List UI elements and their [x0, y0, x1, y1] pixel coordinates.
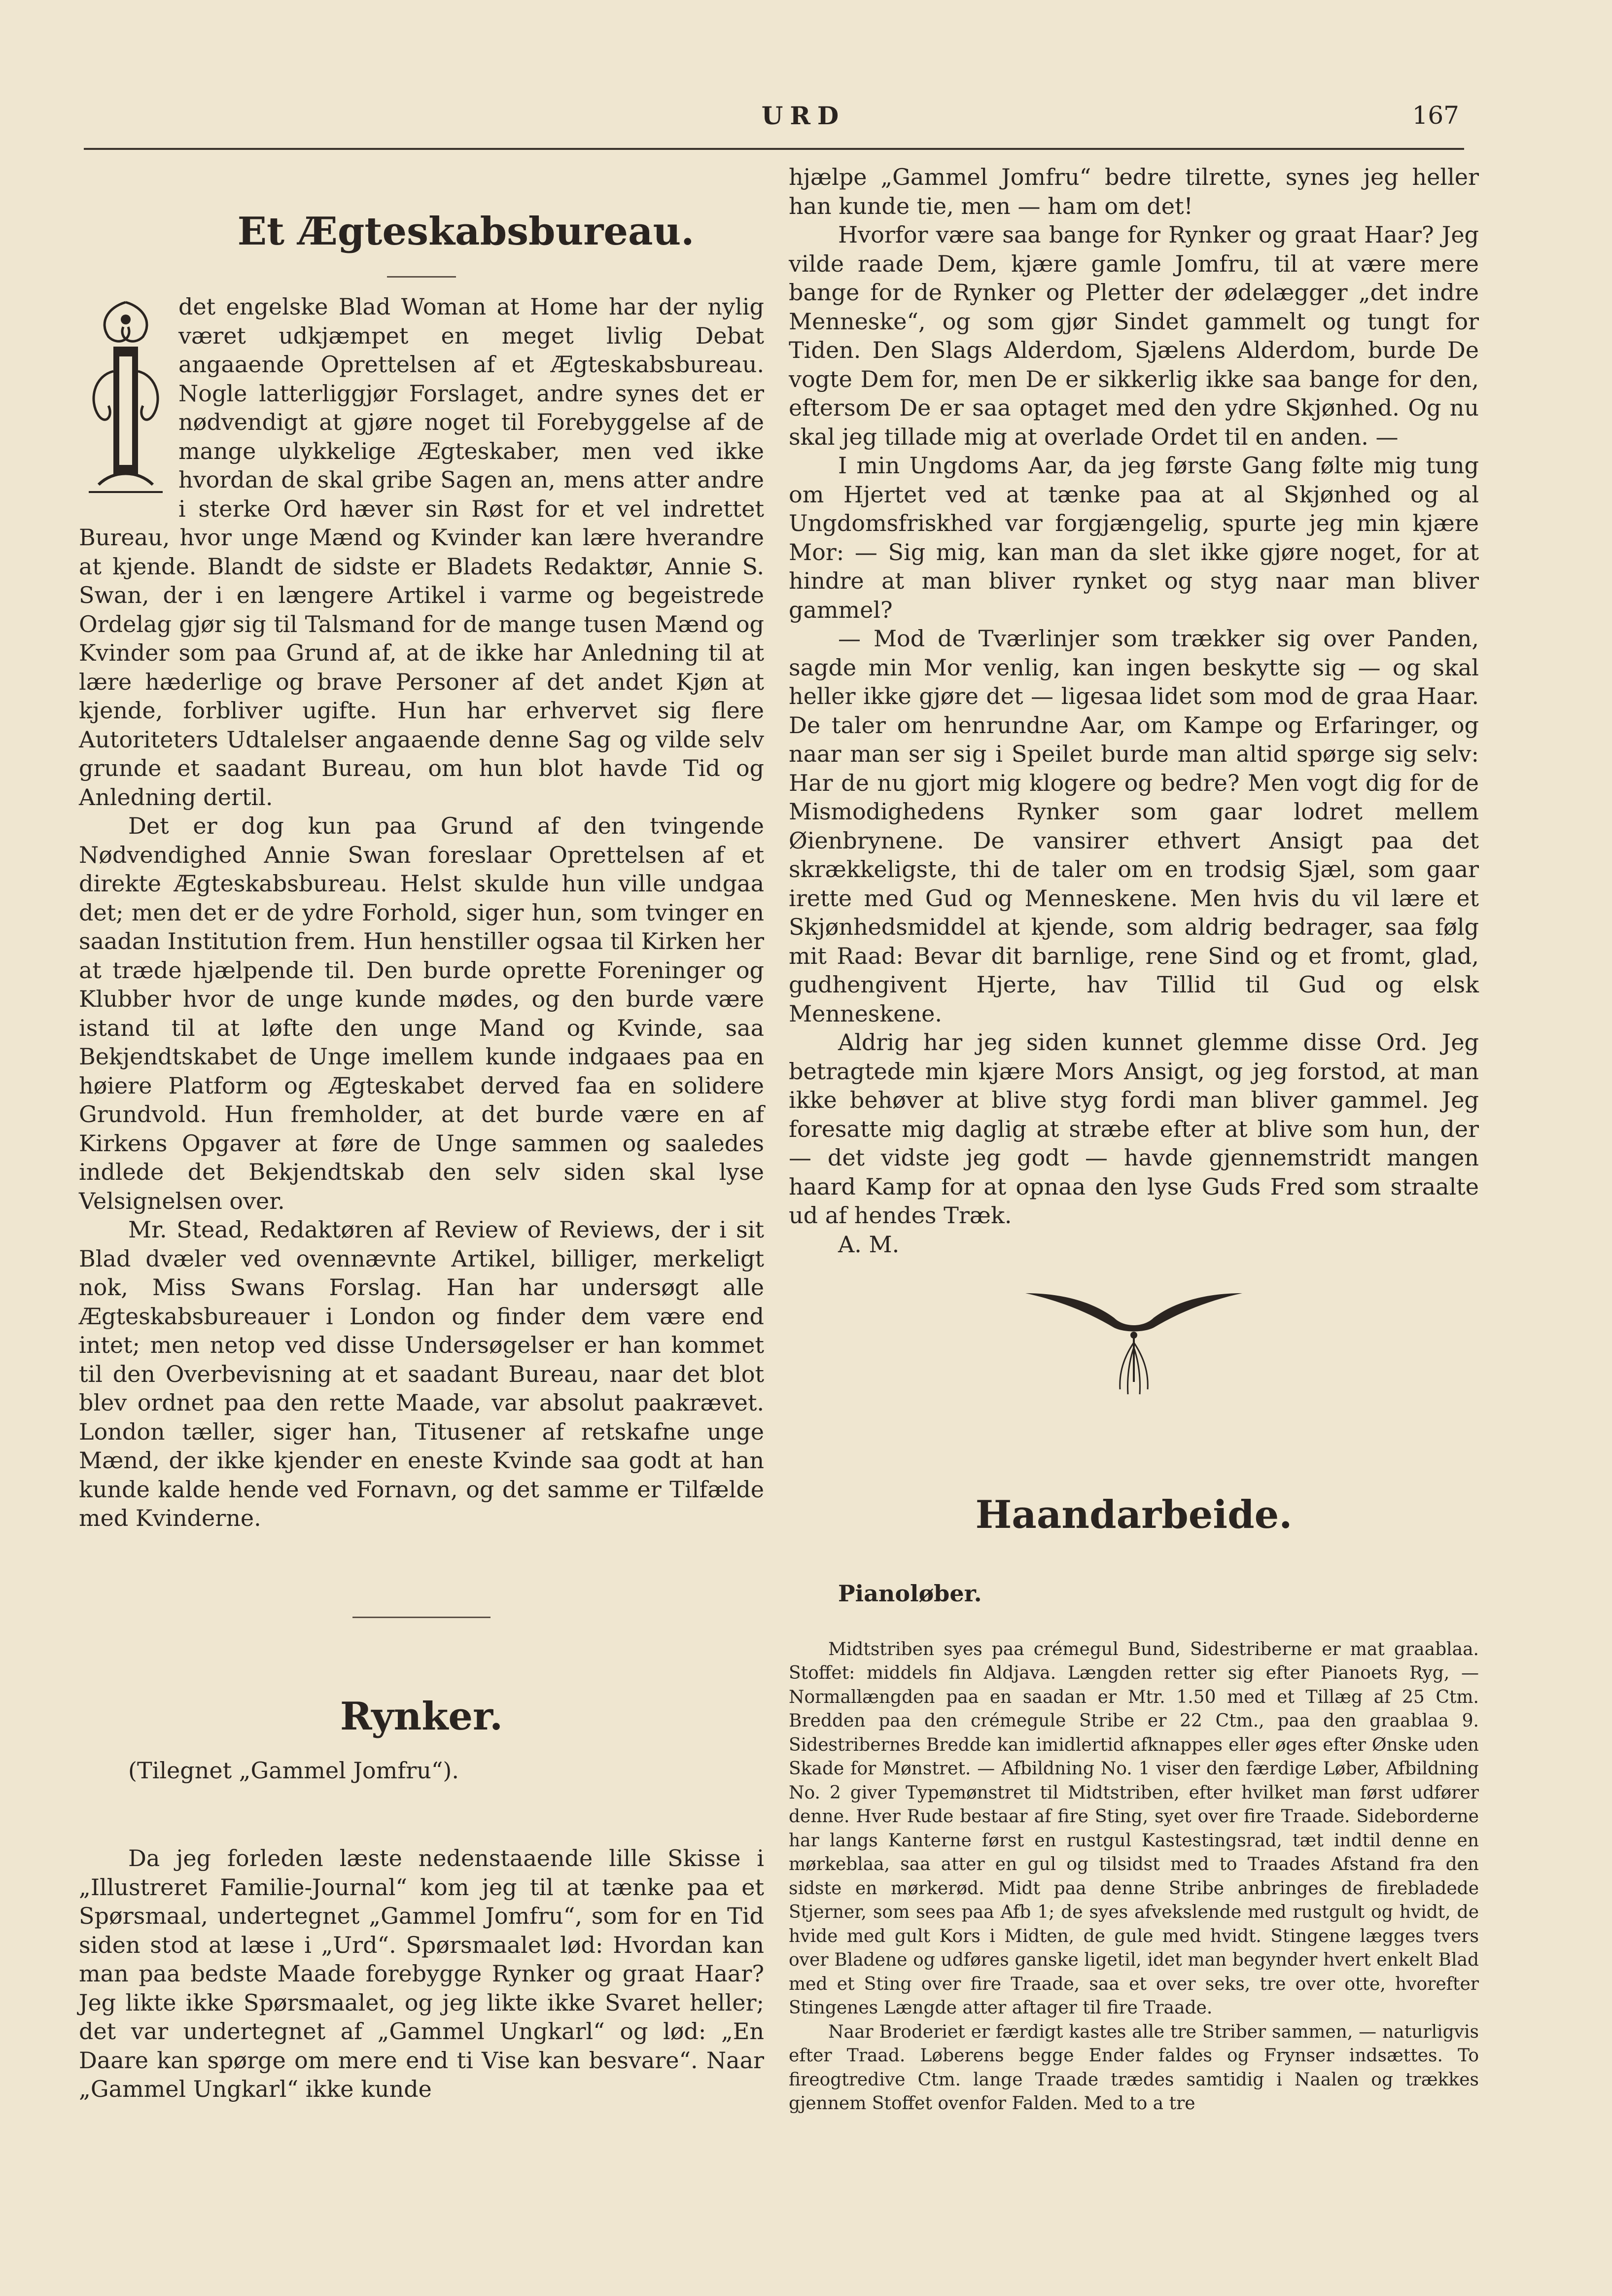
article-title-aegteskabsbureau: Et Ægteskabsbureau.: [237, 209, 695, 254]
right-column: [789, 163, 1479, 2116]
article-subheading: Pianoløber.: [838, 1580, 982, 1607]
article-aegteskabsbureau: [79, 292, 764, 812]
paragraph: Da jeg forleden læste nedenstaaende lille Skisse i „Illustreret Familie-Journal“ kom jeg til at tænke paa et Spørsmaal, undertegnet „Gammel Jomfru“, som for en Tid siden stod at læse i „Urd“. Spørsmaalet lød: Hvordan kan man paa bedste Maade forebygge Rynker og graat Haar? Jeg likte ikke Spørsmaalet, og jeg likte ikke Svaret heller; det var undertegnet af „Gammel Ungkarl“ og lød: „En Daare kan spørge om mere end ti Vise kan besvare“. Naar „Gammel Ungkarl“ ikke kunde: [79, 1845, 764, 2102]
paragraph: Mr. Stead, Redaktøren af Review of Reviews, der i sit Blad dvæler ved ovennævnte Artikel, billiger, merkeligt nok, Miss Swans Forslag. Han har undersøgt alle Ægteskabsbureauer i London og finder dem være end intet; men netop ved disse Undersøgelser er han kommet til den Overbevisning at et saadant Bureau, naar det blot blev ordnet paa den rette Maade, var absolut paakrævet. London tæller, siger han, Titusener af retskafne unge Mænd, der ikke kjender en eneste Kvinde saa godt at han kunde kalde hende ved Fornavn, og det samme er Tilfælde med Kvinderne.: [79, 1216, 764, 1531]
page-number: 167: [1412, 101, 1459, 130]
running-title: URD: [761, 101, 846, 130]
paragraph: Hvorfor være saa bange for Rynker og graat Haar? Jeg vilde raade Dem, kjære gamle Jomfru, til at være mere bange for de Rynker og Pletter der ødelægger „det indre Menneske“, og som gjør Sindet gammelt og tungt for Tiden. Den Slags Alderdom, Sjælens Alderdom, burde De vogte Dem for, men De er sikkerlig ikke saa bange for den, eftersom De er saa optaget med den ydre Skjønhed. Og nu skal jeg tillade mig at overlade Ordet til en anden. —: [789, 221, 1479, 450]
paragraph: Aldrig har jeg siden kunnet glemme disse Ord. Jeg betragtede min kjære Mors Ansigt, og jeg forstod, at man ikke behøver at blive styg fordi man bliver gammel. Jeg foresatte mig daglig at stræbe efter at blive som hun, der — det vidste jeg godt — havde gjennemstridt mangen haard Kamp for at opnaa den lyse Guds Fred som straalte ud af hendes Træk.: [789, 1029, 1479, 1229]
paragraph: Midtstriben syes paa crémegul Bund, Sidestriberne er mat graablaa. Stoffet: middels fin Aldjava. Længden retter sig efter Pianoets Ryg, — Normallængden paa en saadan er Mtr. 1.50 med et Tillæg af 25 Ctm. Bredden paa den crémegule Stribe er 22 Ctm., paa den graablaa 9. Sidestribernes Bredde kan imidlertid afknappes eller øges efter Ønske uden Skade for Mønstret. — Afbildning No. 1 viser den færdige Løber, Afbildning No. 2 giver Typemønstret til Midtstriben, efter hvilket man først udfører denne. Hver Rude bestaar af fire Sting, syet over fire Traade. Sideborderne har langs Kanterne først en rustgul Kastestingsrad, tæt indtil denne en mørkeblaa, saa atter en gul og tilsidst med to Traades Afstand fra den sidste en mørkerød. Midt paa denne Stribe anbringes de firebladede Stjerner, som sees paa Afb 1; de syes afvekslende med rustgult og hvidt, de hvide med gult Kors i Midten, de gule med hvidt. Stingene lægges tvers over Bladene og udføres ganske ligetil, idet man begynder hvert enkelt Blad med et Sting over fire Traade, saa et over seks, tre over otte, hvorefter Stingenes Længde atter aftager til fire Traade.: [789, 1639, 1479, 2018]
header-rule: [84, 148, 1464, 150]
ornamental-drop-cap-icon: [79, 292, 173, 495]
ornament-icon: [789, 1283, 1479, 1416]
paragraph: det engelske Blad Woman at Home har der nylig været udkjæmpet en meget livlig Debat angaaende Oprettelsen af et Ægteskabsbureau. Nogle latterliggjør Forslaget, andre synes det er nødvendigt at gjøre noget til Forebyggelse af de mange ulykkelige Ægteskaber, men ved ikke hvordan de skal gribe Sagen an, mens atter andre i sterke Ord hæver sin Røst for et vel indrettet Bureau, hvor unge Mænd og Kvinder kan lære hverandre at kjende. Blandt de sidste er Bladets Redaktør, Annie S. Swan, der i en længere Artikel i varme og begeistrede Ordelag gjør sig til Talsmand for de mange tusen Mænd og Kvinder som paa Grund af, at de ikke har Anledning til at lære hæderlige og brave Personer af det andet Kjøn at kjende, forbliver ugifte. Hun har erhvervet sig flere Autoriteters Udtalelser angaaende denne Sag og vilde selv grunde et saadant Bureau, om hun blot havde Tid og Anledning dertil.: [79, 293, 764, 811]
article-dedication: (Tilegnet „Gammel Jomfru“).: [128, 1757, 459, 1784]
title-rule: [387, 276, 456, 278]
paragraph: hjælpe „Gammel Jomfru“ bedre tilrette, synes jeg heller han kunde tie, men — ham om det!: [789, 164, 1479, 219]
article-title-haandarbeide: Haandarbeide.: [975, 1492, 1293, 1537]
article-title-rynker: Rynker.: [340, 1694, 503, 1739]
left-column: [79, 163, 764, 2104]
paragraph: Det er dog kun paa Grund af den tvingende Nødvendighed Annie Swan foreslaar Oprettelsen af et direkte Ægteskabsbureau. Helst skulde hun ville undgaa det; men det er de ydre Forhold, siger hun, som tvinger en saadan Institution frem. Hun henstiller ogsaa til Kirken her at træde hjælpende til. Den burde oprette Foreninger og Klubber hvor de unge kunde mødes, og den burde være istand til at løfte den unge Mand og Kvinde, saa Bekjendtskabet de Unge imellem kunde indgaaes paa en høiere Platform og Ægteskabet derved faa en solidere Grundvold. Hun fremholder, at det burde være en af Kirkens Opgaver at føre de Unge sammen og saaledes indlede det Bekjendtskab den selv siden skal lyse Velsignelsen over.: [79, 812, 764, 1214]
paragraph: Naar Broderiet er færdigt kastes alle tre Striber sammen, — naturligvis efter Traad. Løberens begge Ender faldes og Frynser indsættes. To fireogtredive Ctm. lange Traade trædes samtidig i Naalen og trækkes gjennem Stoffet ovenfor Falden. Med to a tre: [789, 2021, 1479, 2114]
paragraph: — Mod de Tværlinjer som trækker sig over Panden, sagde min Mor venlig, kan ingen beskytte sig — og skal heller ikke gjøre det — ligesaa lidet som mod de graa Haar. De taler om henrundne Aar, om Kampe og Erfaringer, og naar man ser sig i Speilet burde man altid spørge sig selv: Har de nu gjort mig klogere og bedre? Men vogt dig for de Mismodighedens Rynker som gaar lodret mellem Øienbrynene. De vansirer ethvert Ansigt paa det skrækkeligste, thi de taler om en trodsig Sjæl, som gaar irette med Gud og Menneskene. Men hvis du vil lære et Skjønhedsmiddel at kjende, som aldrig bedrager, saa følg mit Raad: Bevar dit barnlige, rene Sind og et fromt, glad, gudhengivent Hjerte, hav Tillid til Gud og elsk Menneskene.: [789, 625, 1479, 1027]
signature: A. M.: [838, 1231, 900, 1258]
paragraph: I min Ungdoms Aar, da jeg første Gang følte mig tung om Hjertet ved at tænke paa at al Skjønhed og al Ungdomsfriskhed var forgjængelig, spurte jeg min kjære Mor: — Sig mig, kan man da slet ikke gjøre noget, for at hindre at man bliver rynket og styg naar man bliver gammel?: [789, 452, 1479, 623]
